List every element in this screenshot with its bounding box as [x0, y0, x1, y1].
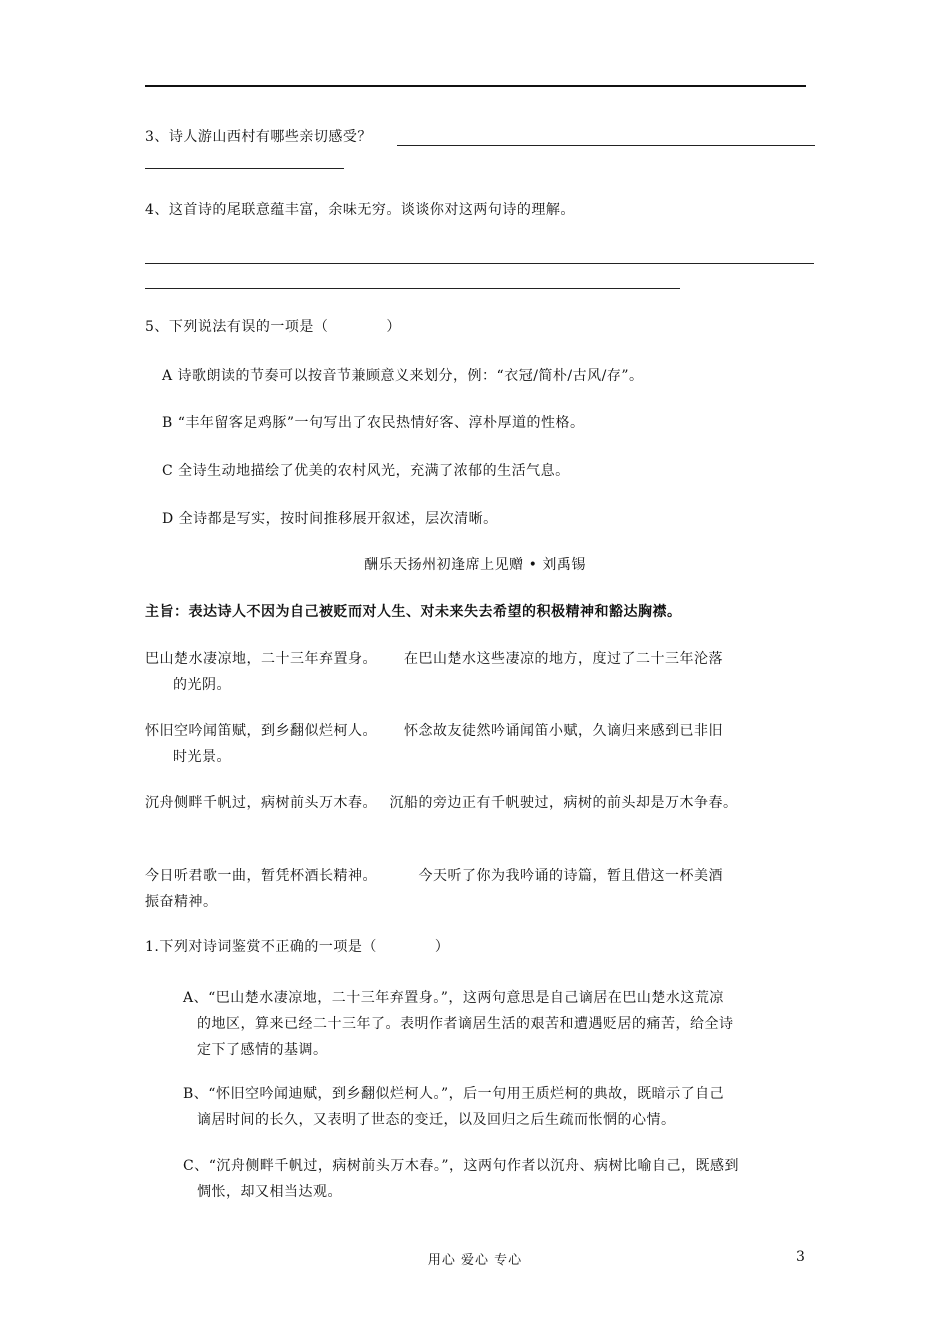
page-footer: 用心 爱心 专心 [427, 1253, 523, 1268]
poem-line-2-cont: 时光景。 [173, 749, 231, 765]
practice-option-a-line2: 的地区，算来已经二十三年了。表明作者谪居生活的艰苦和遭遇贬居的痛苦，给全诗 [197, 1016, 734, 1032]
poem-line-4: 今日听君歌一曲，暂凭杯酒长精神。 今天听了你为我吟诵的诗篇，暂且借这一杯美酒 [145, 868, 723, 884]
answer-line [145, 85, 806, 87]
poem-theme: 主旨：表达诗人不因为自己被贬而对人生、对未来失去希望的积极精神和豁达胸襟。 [145, 604, 682, 620]
poem-line-1: 巴山楚水凄凉地，二十三年弃置身。 在巴山楚水这些凄凉的地方，度过了二十三年沦落 [145, 651, 723, 667]
poem-line-3: 沉舟侧畔千帆过，病树前头万木春。 沉船的旁边正有千帆驶过，病树的前头却是万木争春。 [145, 795, 738, 811]
answer-line [145, 288, 680, 289]
answer-line [145, 168, 344, 169]
answer-line [145, 263, 814, 264]
question-4: 4、这首诗的尾联意蕴丰富，余味无穷。谈谈你对这两句诗的理解。 [145, 202, 575, 218]
practice-option-b-line2: 谪居时间的长久，又表明了世态的变迁，以及回归之后生疏而怅惘的心情。 [197, 1112, 676, 1128]
poem-line-2: 怀旧空吟闻笛赋，到乡翻似烂柯人。 怀念故友徒然吟诵闻笛小赋，久谪归来感到已非旧 [145, 723, 723, 739]
poem-line-4-cont: 振奋精神。 [145, 894, 218, 910]
question-3-text: 3、诗人游山西村有哪些亲切感受？ [145, 129, 372, 145]
poem-line-1-cont: 的光阴。 [173, 677, 231, 693]
page-number: 3 [796, 1249, 805, 1265]
question-3 [145, 124, 372, 150]
practice-option-c-line2: 惆怅，却又相当达观。 [197, 1184, 342, 1200]
practice-option-b: B、“怀旧空吟闻迪赋，到乡翻似烂柯人。”，后一句用王质烂柯的典故，既暗示了自己 [183, 1086, 725, 1102]
option-b: B “丰年留客足鸡豚”一句写出了农民热情好客、淳朴厚道的性格。 [162, 415, 585, 431]
poem-title: 酬乐天扬州初逢席上见赠 • 刘禹锡 [364, 557, 586, 573]
option-a: A 诗歌朗读的节奏可以按音节兼顾意义来划分，例：“衣冠/简朴/古风/存”。 [162, 368, 644, 384]
question-5: 5、下列说法有误的一项是（ ） [145, 319, 401, 335]
option-c: C 全诗生动地描绘了优美的农村风光，充满了浓郁的生活气息。 [162, 463, 570, 479]
practice-question-1: 1.下列对诗词鉴赏不正确的一项是（ ） [145, 939, 450, 955]
answer-line [397, 145, 815, 146]
practice-option-a-line3: 定下了感情的基调。 [197, 1042, 328, 1058]
practice-option-c: C、“沉舟侧畔千帆过，病树前头万木春。”，这两句作者以沉舟、病树比喻自己，既感到 [183, 1158, 740, 1174]
practice-option-a: A、“巴山楚水凄凉地，二十三年弃置身。”，这两句意思是自己谪居在巴山楚水这荒凉 [183, 990, 724, 1006]
option-d: D 全诗都是写实，按时间推移展开叙述，层次清晰。 [162, 511, 498, 527]
